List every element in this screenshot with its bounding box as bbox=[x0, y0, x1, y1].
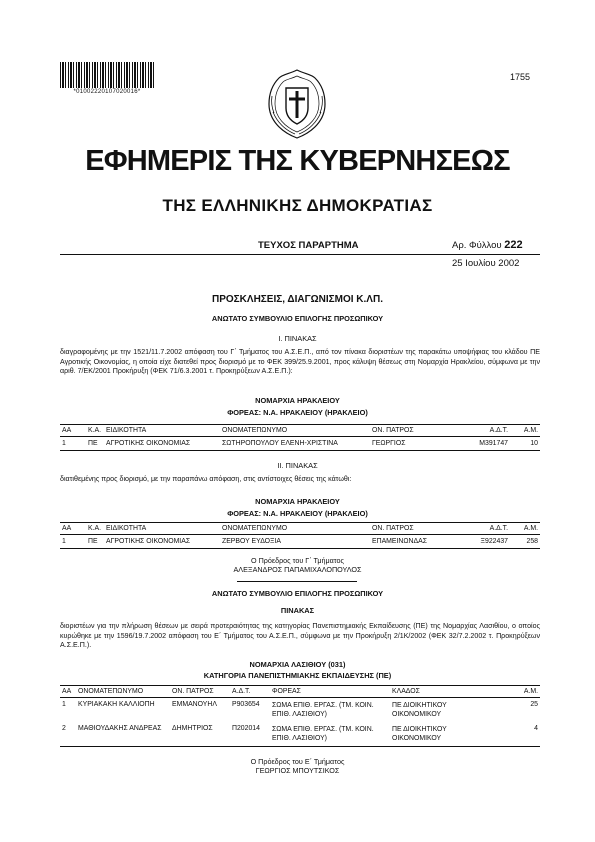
col-header: ΟΝ. ΠΑΤΡΟΣ bbox=[370, 523, 450, 535]
cell: ΕΠΑΜΕΙΝΩΝΔΑΣ bbox=[370, 535, 450, 549]
col-header: Α.Μ. bbox=[510, 425, 540, 437]
cell: ΠΕ bbox=[86, 437, 104, 451]
cell: ΠΕ bbox=[86, 535, 104, 549]
divider bbox=[237, 581, 357, 582]
signature-name: ΓΕΩΡΓΙΟΣ ΜΠΟΥΤΣΙΚΟΣ bbox=[255, 766, 340, 775]
signature-role: Ο Πρόεδρος του Γ΄ Τμήματος bbox=[251, 556, 344, 565]
table-part2 bbox=[60, 522, 540, 549]
council-heading: ΑΝΩΤΑΤΟ ΣΥΜΒΟΥΛΙΟ ΕΠΙΛΟΓΗΣ ΠΡΟΣΩΠΙΚΟΥ bbox=[211, 589, 384, 598]
table-part3 bbox=[60, 685, 540, 747]
col-header: Α.Μ. bbox=[510, 523, 540, 535]
cell: 1 bbox=[60, 535, 86, 549]
col-header: Α.Δ.Τ. bbox=[450, 425, 510, 437]
table-row bbox=[60, 722, 540, 747]
issue-date: 25 Ιουλίου 2002 bbox=[452, 258, 520, 269]
table-header-row bbox=[60, 686, 540, 698]
table-part1 bbox=[60, 424, 540, 451]
prefecture-heading: ΝΟΜΑΡΧΙΑ ΗΡΑΚΛΕΙΟΥ bbox=[255, 497, 340, 506]
cell: Π202014 bbox=[230, 722, 270, 747]
col-header: ΦΟΡΕΑΣ bbox=[270, 686, 390, 698]
table-row bbox=[60, 437, 540, 451]
col-header: ΚΛΑΔΟΣ bbox=[390, 686, 488, 698]
category-heading: ΚΑΤΗΓΟΡΙΑ ΠΑΝΕΠΙΣΤΗΜΙΑΚΗΣ ΕΚΠΑΙΔΕΥΣΗΣ (ΠΕ) bbox=[203, 671, 392, 680]
col-header: Κ.Α. bbox=[86, 425, 104, 437]
cell: ΚΥΡΙΑΚΑΚΗ ΚΑΛΛΙΟΠΗ bbox=[78, 701, 155, 708]
signature-name: ΑΛΕΞΑΝΔΡΟΣ ΠΑΠΑΜΙΧΑΛΟΠΟΥΛΟΣ bbox=[233, 565, 362, 574]
table-row bbox=[60, 535, 540, 549]
cell: 1 bbox=[62, 701, 66, 708]
sheet-number-value: 222 bbox=[504, 239, 523, 251]
table-header-row bbox=[60, 425, 540, 437]
col-header: Α.Δ.Τ. bbox=[450, 523, 510, 535]
col-header: Κ.Α. bbox=[86, 523, 104, 535]
cell: ΕΜΜΑΝΟΥΗΛ bbox=[172, 701, 217, 708]
signature-role: Ο Πρόεδρος του Ε΄ Τμήματος bbox=[250, 757, 345, 766]
part2-text: διατιθεμένης προς διορισμό, με την παραπάνω απόφαση, στις αντίστοιχες θέσεις της κάτωθι: bbox=[60, 475, 352, 483]
col-header: ΟΝ. ΠΑΤΡΟΣ bbox=[170, 686, 230, 698]
issue-type: ΤΕΥΧΟΣ ΠΑΡΑΡΤΗΜΑ bbox=[258, 240, 359, 251]
prefecture-heading: ΝΟΜΑΡΧΙΑ ΗΡΑΚΛΕΙΟΥ bbox=[255, 396, 340, 405]
col-header: ΕΙΔΙΚΟΤΗΤΑ bbox=[104, 425, 220, 437]
cell: ΣΩΤΗΡΟΠΟΥΛΟΥ ΕΛΕΝΗ-ΧΡΙΣΤΙΝΑ bbox=[220, 437, 370, 451]
col-header: Α.Δ.Τ. bbox=[230, 686, 270, 698]
col-header: ΑΑ bbox=[60, 425, 86, 437]
table-row bbox=[60, 698, 540, 723]
col-header: ΑΑ bbox=[60, 686, 76, 698]
cell: ΔΗΜΗΤΡΙΟΣ bbox=[170, 722, 230, 747]
part3-text: διοριστέων για την πλήρωση θέσεων με σειρά προτεραιότητας της κατηγορίας Πανεπιστημιακής Εκπαίδευσης (ΠΕ) της Νομαρχίας Λασιθίου, ο οποίος κυρώθηκε με την 1596/19.7.2002 απόφαση του Ε΄ Τμήματος του Α.Σ.Ε.Π., σύμφωνα με την Προκήρυξη 2/1Κ/2002 (ΦΕΚ 32/7.2.2002 τ. Προκηρύξεων Α.Σ.Ε.Π.). bbox=[60, 622, 540, 650]
cell: ΓΕΩΡΓΙΟΣ bbox=[370, 437, 450, 451]
cell: ΜΑΘΙΟΥΔΑΚΗΣ ΑΝΔΡΕΑΣ bbox=[76, 722, 170, 747]
sheet-number bbox=[452, 239, 523, 251]
page-number: 1755 bbox=[510, 72, 531, 82]
cell: ΑΓΡΟΤΙΚΗΣ ΟΙΚΟΝΟΜΙΑΣ bbox=[104, 437, 220, 451]
header-divider bbox=[60, 254, 540, 255]
sheet-label: Αρ. Φύλλου bbox=[452, 240, 502, 251]
cell: 4 bbox=[488, 722, 540, 747]
gazette-title: ΕΦΗΜΕΡΙΣ ΤΗΣ ΚΥΒΕΡΝΗΣΕΩΣ bbox=[85, 145, 510, 177]
cell: 2 bbox=[60, 722, 76, 747]
cell: 1 bbox=[60, 437, 86, 451]
greek-coat-of-arms-icon bbox=[259, 66, 335, 142]
col-header: Α.Μ. bbox=[488, 686, 540, 698]
barcode-number: *01002220107020016* bbox=[73, 89, 141, 95]
table-heading-2: ΙΙ. ΠΙΝΑΚΑΣ bbox=[277, 461, 318, 470]
cell: Ξ922437 bbox=[450, 535, 510, 549]
cell: ΣΩΜΑ ΕΠΙΘ. ΕΡΓΑΣ. (ΤΜ. ΚΟΙΝ. ΕΠΙΘ. ΛΑΣΙΘΙΟΥ) bbox=[270, 722, 390, 747]
col-header: ΟΝΟΜΑΤΕΠΩΝΥΜΟ bbox=[220, 425, 370, 437]
table-header-row bbox=[60, 523, 540, 535]
col-header: ΟΝ. ΠΑΤΡΟΣ bbox=[370, 425, 450, 437]
table-heading-3: ΠΙΝΑΚΑΣ bbox=[280, 606, 315, 615]
cell: Ρ903654 bbox=[232, 701, 260, 708]
cell: ΣΩΜΑ ΕΠΙΘ. ΕΡΓΑΣ. (ΤΜ. ΚΟΙΝ. ΕΠΙΘ. ΛΑΣΙΘΙΟΥ) bbox=[272, 702, 374, 718]
cell: ΠΕ ΔΙΟΙΚΗΤΙΚΟΥ ΟΙΚΟΝΟΜΙΚΟΥ bbox=[392, 702, 447, 718]
prefecture-heading: ΝΟΜΑΡΧΙΑ ΛΑΣΙΘΙΟΥ (031) bbox=[249, 660, 346, 669]
cell: ΑΓΡΟΤΙΚΗΣ ΟΙΚΟΝΟΜΙΑΣ bbox=[104, 535, 220, 549]
section-title: ΠΡΟΣΚΛΗΣΕΙΣ, ΔΙΑΓΩΝΙΣΜΟΙ Κ.ΛΠ. bbox=[212, 294, 383, 305]
col-header: ΟΝΟΜΑΤΕΠΩΝΥΜΟ bbox=[76, 686, 170, 698]
cell: Μ391747 bbox=[450, 437, 510, 451]
gazette-subtitle: ΤΗΣ ΕΛΛΗΝΙΚΗΣ ΔΗΜΟΚΡΑΤΙΑΣ bbox=[162, 196, 433, 215]
part1-text: διαγραφομένης με την 1521/11.7.2002 απόφαση του Γ΄ Τμήματος του Α.Σ.Ε.Π., από τον πίνακα διοριστέων της παρακάτω υποψήφιας του κλάδου ΠΕ Αγροτικής Οικονομίας, η οποία είχε διατεθεί προς διορισμό με το ΦΕΚ 399/25.9.2001, προς κάλυψη θέσεως στη Νομαρχία Ηρακλείου, σύμφωνα με την αριθ. 7/ΕΚ/2001 Προκήρυξη (ΦΕΚ 71/6.3.2001 τ. Προκηρύξεων Α.Σ.Ε.Π.): bbox=[60, 348, 540, 376]
council-heading: ΑΝΩΤΑΤΟ ΣΥΜΒΟΥΛΙΟ ΕΠΙΛΟΓΗΣ ΠΡΟΣΩΠΙΚΟΥ bbox=[211, 314, 384, 323]
agency-heading: ΦΟΡΕΑΣ: Ν.Α. ΗΡΑΚΛΕΙΟΥ (ΗΡΑΚΛΕΙΟ) bbox=[227, 509, 368, 518]
col-header: ΟΝΟΜΑΤΕΠΩΝΥΜΟ bbox=[220, 523, 370, 535]
table-heading-1: Ι. ΠΙΝΑΚΑΣ bbox=[278, 334, 317, 343]
cell: 258 bbox=[510, 535, 540, 549]
cell: ΖΕΡΒΟΥ ΕΥΔΟΞΙΑ bbox=[220, 535, 370, 549]
col-header: ΑΑ bbox=[60, 523, 86, 535]
cell: ΠΕ ΔΙΟΙΚΗΤΙΚΟΥ ΟΙΚΟΝΟΜΙΚΟΥ bbox=[390, 722, 488, 747]
col-header: ΕΙΔΙΚΟΤΗΤΑ bbox=[104, 523, 220, 535]
barcode bbox=[60, 62, 154, 88]
cell: 10 bbox=[510, 437, 540, 451]
cell: 25 bbox=[530, 701, 538, 708]
agency-heading: ΦΟΡΕΑΣ: Ν.Α. ΗΡΑΚΛΕΙΟΥ (ΗΡΑΚΛΕΙΟ) bbox=[227, 408, 368, 417]
